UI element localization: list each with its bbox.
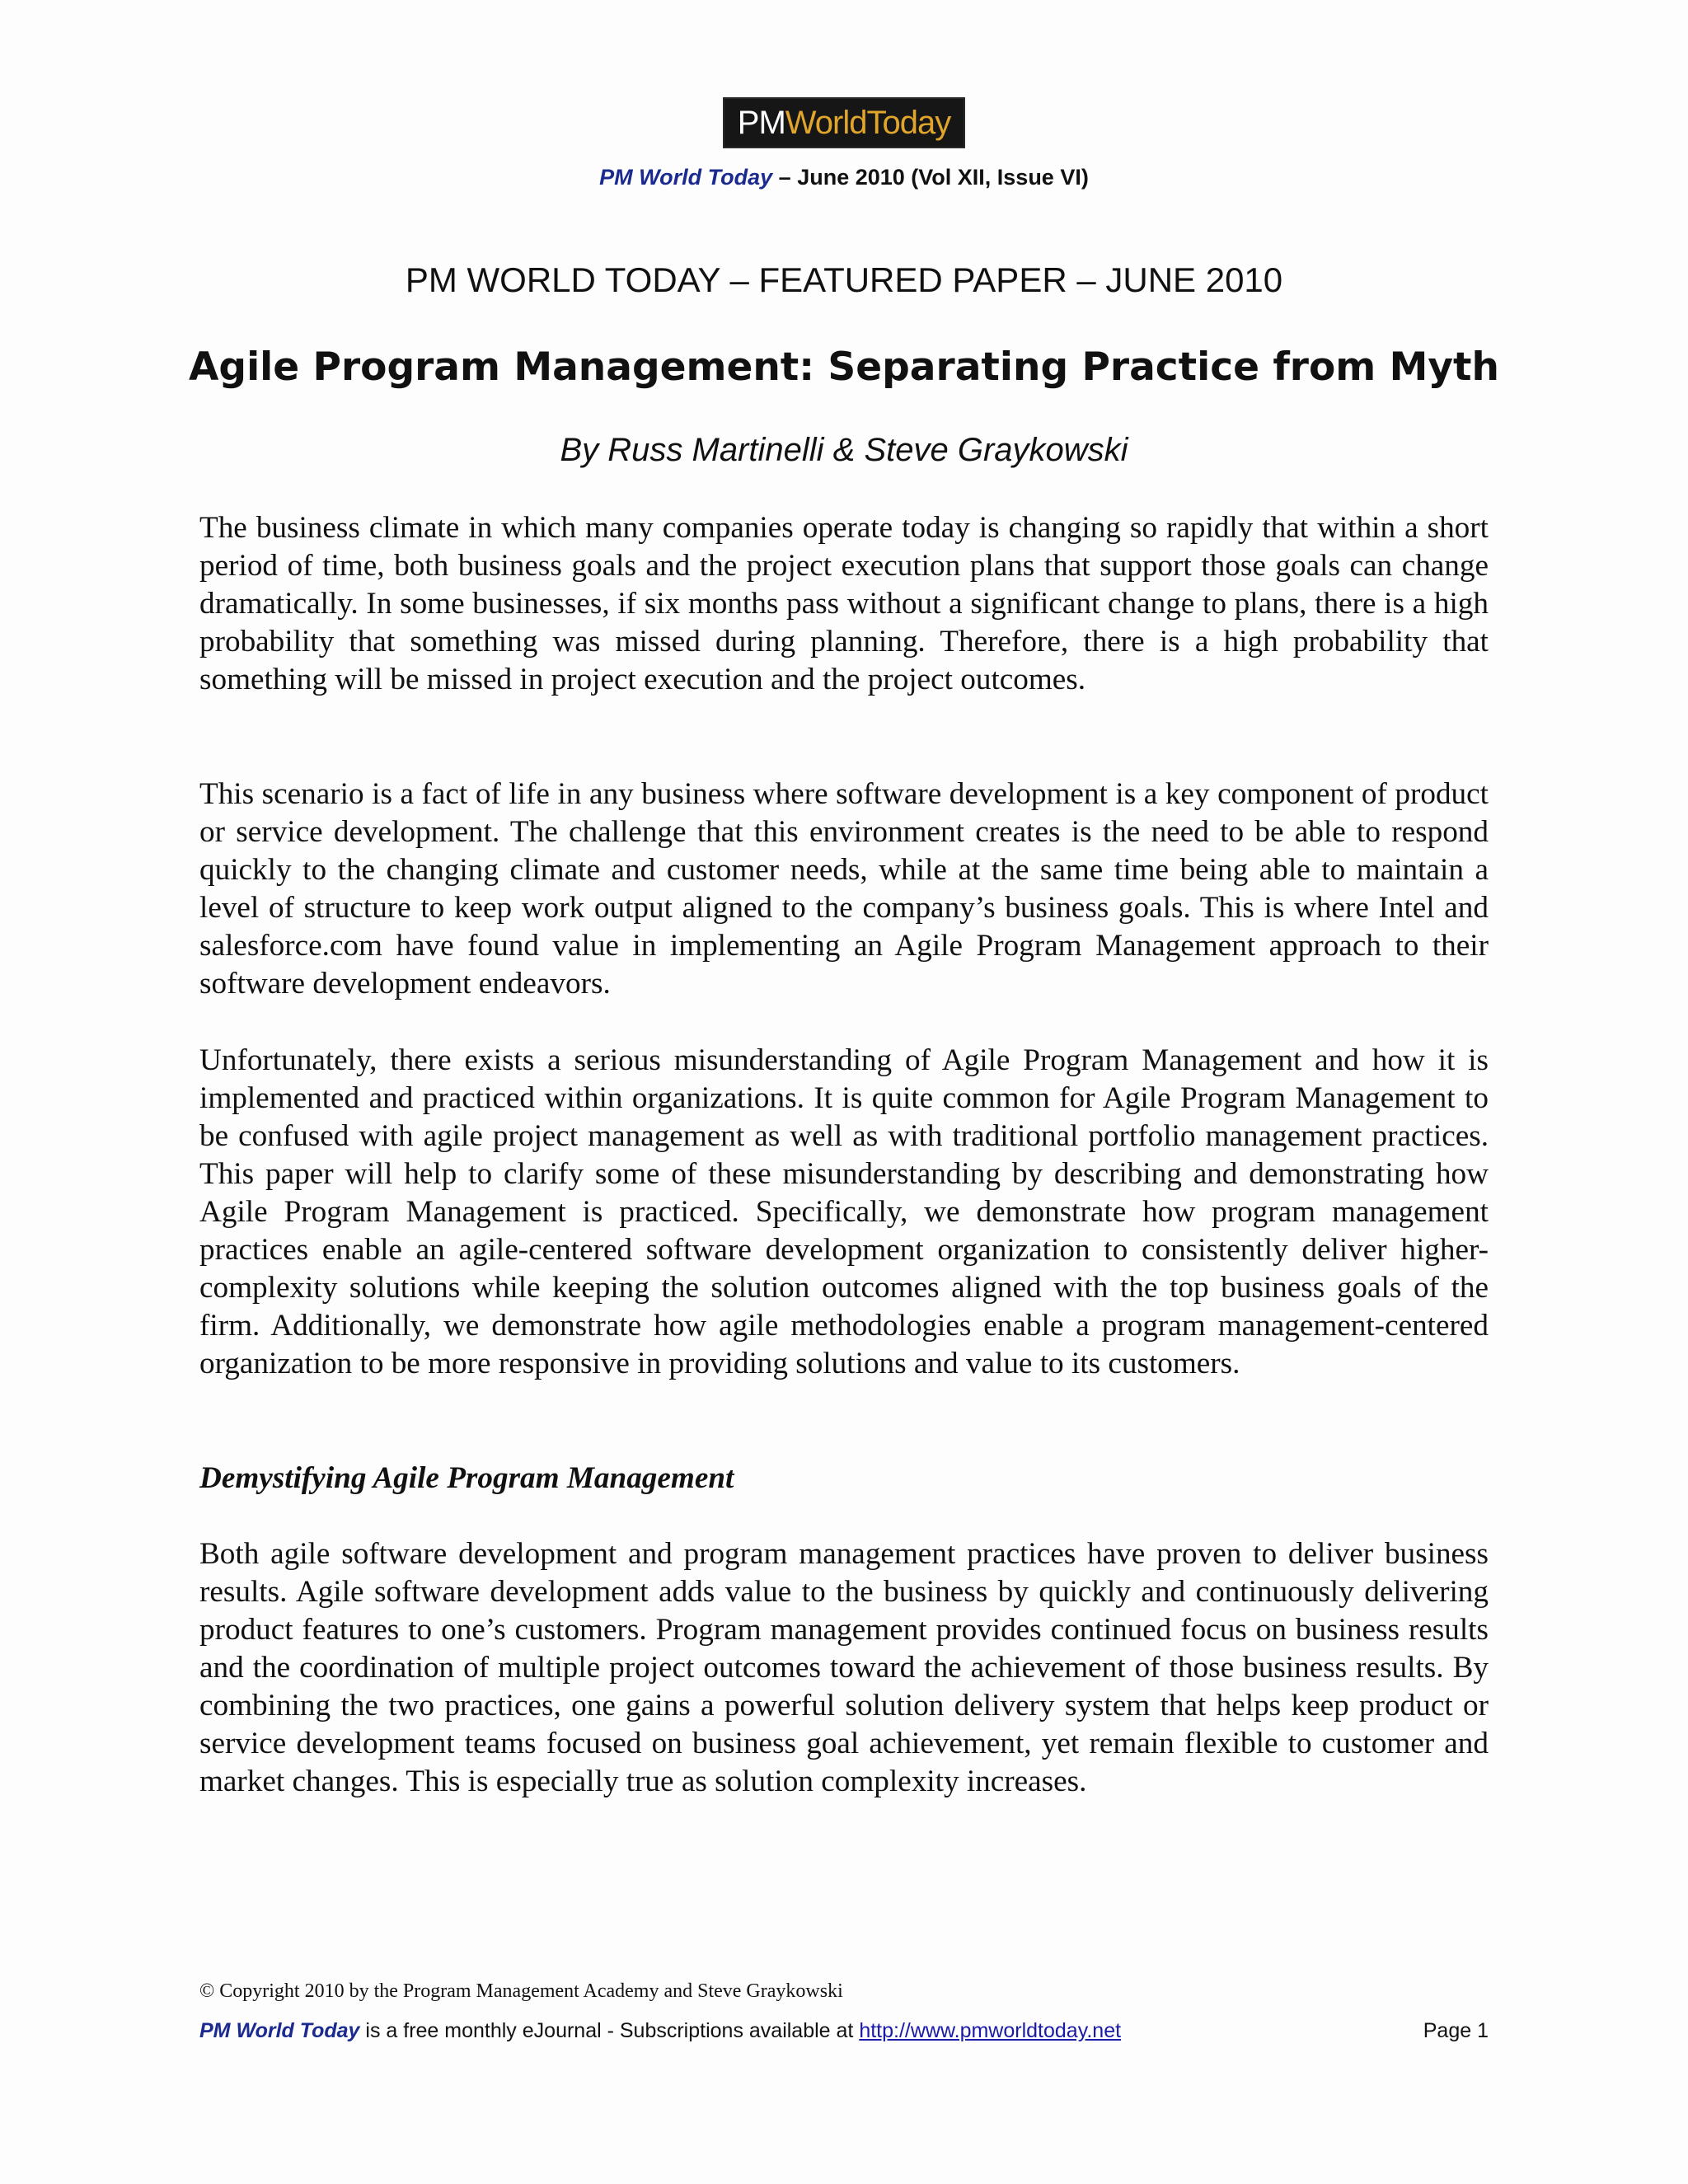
body-paragraph-1: The business climate in which many companies operate today is changing so rapidly that within a short period of time, both business goals and the project execution plans that support those goals can change dramatically. In some businesses, if six months pass without a significant change to plans, there is a high probability that something was missed during planning. Therefore, there is a high probability that something will be missed in project execution and the project outcomes. <box>199 511 1489 696</box>
logo-text-worldtoday: WorldToday <box>785 104 951 141</box>
pm-world-today-logo <box>723 97 965 148</box>
page-footer <box>199 2019 1489 2047</box>
header-publication: PM World Today <box>599 165 773 190</box>
header-issue: – June 2010 (Vol XII, Issue VI) <box>772 165 1089 190</box>
issue-header <box>0 165 1688 190</box>
section-heading: Demystifying Agile Program Management <box>199 1461 734 1495</box>
page-number: Page 1 <box>1423 2019 1489 2042</box>
body-paragraph-2: This scenario is a fact of life in any business where software development is a key component of product or service development. The challenge that this environment creates is the need to be able to respond quickly to the changing climate and customer needs, while at the same time being able to maintain a level of structure to keep work output aligned to the company’s business goals. This is where Intel and salesforce.com have found value in implementing an Agile Program Management approach to their software development endeavors. <box>199 777 1489 1001</box>
body-paragraph-4: Both agile software development and program management practices have proven to deliver business results. Agile software development adds value to the business by quickly and continuously delivering product features to one’s customers. Program management provides continued focus on business results and the coordination of multiple project outcomes toward the achievement of those business results. By combining the two practices, one gains a powerful solution delivery system that helps keep product or service development teams focused on business goal achievement, yet remain flexible to customer and market changes. This is especially true as solution complexity increases. <box>199 1537 1489 1798</box>
featured-paper-heading: PM WORLD TODAY – FEATURED PAPER – JUNE 2010 <box>405 260 1283 299</box>
footer-publication: PM World Today <box>199 2019 360 2042</box>
footer-text: is a free monthly eJournal - Subscriptions available at <box>359 2019 860 2042</box>
subscription-link[interactable]: http://www.pmworldtoday.net <box>859 2019 1122 2042</box>
copyright-notice: © Copyright 2010 by the Program Management Academy and Steve Graykowski <box>199 1980 843 2002</box>
body-paragraph-3: Unfortunately, there exists a serious misunderstanding of Agile Program Management and how it is implemented and practiced within organizations. It is quite common for Agile Program Management to be confused with agile project management as well as with traditional portfolio management practices. This paper will help to clarify some of these misunderstanding by describing and demonstrating how Agile Program Management is practiced. Specifically, we demonstrate how program management practices enable an agile-centered software development organization to consistently deliver higher-complexity solutions while keeping the solution outcomes aligned with the top business goals of the firm. Additionally, we demonstrate how agile methodologies enable a program management-centered organization to be more responsive in providing solutions and value to its customers. <box>199 1043 1489 1380</box>
paper-title: Agile Program Management: Separating Practice from Myth <box>189 344 1499 390</box>
logo-text-pm: PM <box>737 104 785 141</box>
author-byline: By Russ Martinelli & Steve Graykowski <box>560 432 1128 468</box>
